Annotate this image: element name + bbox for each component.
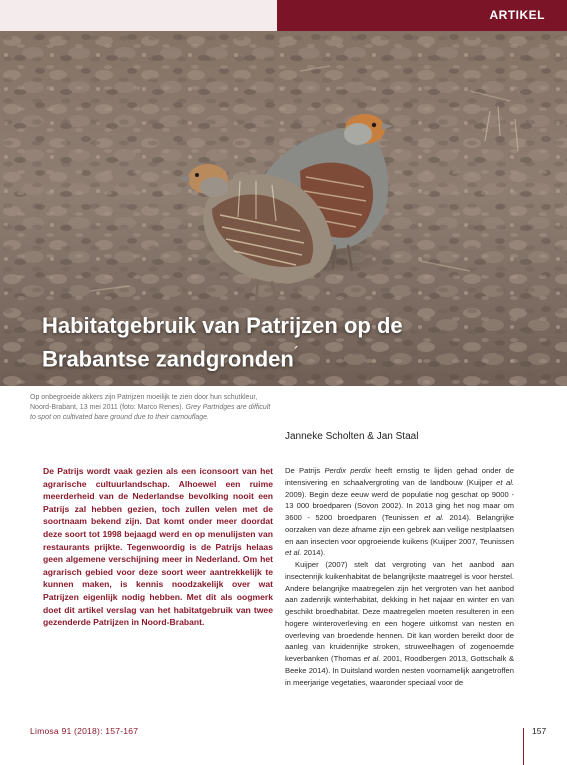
caption-english: Grey Partridges are difficult to spot on cultivated bare ground due to their camouflage.: [30, 404, 271, 421]
footer-divider: [523, 728, 524, 765]
article-title-text: Habitatgebruik van Patrijzen op de Brabantse zandgronden: [42, 313, 403, 372]
journal-citation: Limosa 91 (2018): 157-167: [30, 726, 139, 736]
body-paragraph-1: De Patrijs Perdix perdix heeft ernstig te lijden gehad onder de intensivering en schaalvergroting van de landbouw (Kuijper et al. 2009). Begin deze eeuw werd de populatie nog geschat op 9000 - 13 000 broedparen (Sovon 2002). In 2013 ging het nog maar om 3600 - 5200 broedparen (Teunissen et al. 2014). Belangrijke oorzaken van deze afname zijn een gebrek aan veilige nestplaatsen en aan insecten voor opgroeiende kuikens (Kuijper 2007, Teunissen et al. 2014).: [285, 466, 515, 558]
caption-dutch: Op onbegroeide akkers zijn Patrijzen moeilijk te zien door hun schutkleur, Noord-Brabant, 13 mei 2011 (foto: Marco Renes).: [30, 394, 258, 411]
section-label: ARTIKEL: [277, 0, 567, 31]
photo-caption: [30, 393, 278, 423]
species-name: Perdix perdix: [324, 466, 371, 475]
body-paragraph-2: Kuijper (2007) stelt dat vergroting van het aanbod aan insectenrijk kuikenhabitat de belangrijkste maatregel is voor herstel. Andere belangrijke maatregelen zijn het vergroten van het aanbod aan zadenrijk winterhabitat, dekking in het najaar en winter en van geschikt broedhabitat. Deze maatregelen moeten resulteren in een hogere winteroverleving en een hogere uitkomst van nesten en overleving van broedende hennen. Dit kan worden bereikt door de aanleg van kruidenrijke stroken, struweelhagen of zogenoemde keverbanken (Thomas et al. 2001, Roodbergen 2013, Gottschalk & Beeke 2014). In Duitsland worden nesten voornamelijk aangetroffen in meerjarige vegetaties, waaronder speciaal voor de: [285, 560, 515, 687]
author-line: Janneke Scholten & Jan Staal: [285, 431, 419, 442]
page-number: 157: [532, 726, 547, 736]
title-footnote-mark: ´: [293, 345, 300, 362]
article-title: [42, 312, 462, 373]
lead-paragraph: [43, 465, 273, 629]
body-column: [285, 465, 514, 688]
lead-text: De Patrijs wordt vaak gezien als een iconsoort van het agrarische cultuurlandschap. Alhoewel een ruime meerderheid van de Nederlandse bevolking nooit een Patrijs zal hebben gezien, toch zullen velen met de soortnaam bekend zijn. Dat komt onder meer doordat deze soort tot 1998 bejaagd werd en op menulijsten van restaurants prijkte. Tegenwoordig is de Patrijs helaas geen algemene verschijning meer in Nederland. Om het agrarisch gebied voor deze soort weer aantrekkelijk te kunnen maken, is kennis noodzakelijk over wat Patrijzen eigenlijk nodig hebben. Met dit als oogmerk doet dit artikel verslag van het habitatgebruik van twee gezenderde Patrijzen in Noord-Brabant.: [43, 466, 273, 628]
header-band: [0, 0, 277, 31]
